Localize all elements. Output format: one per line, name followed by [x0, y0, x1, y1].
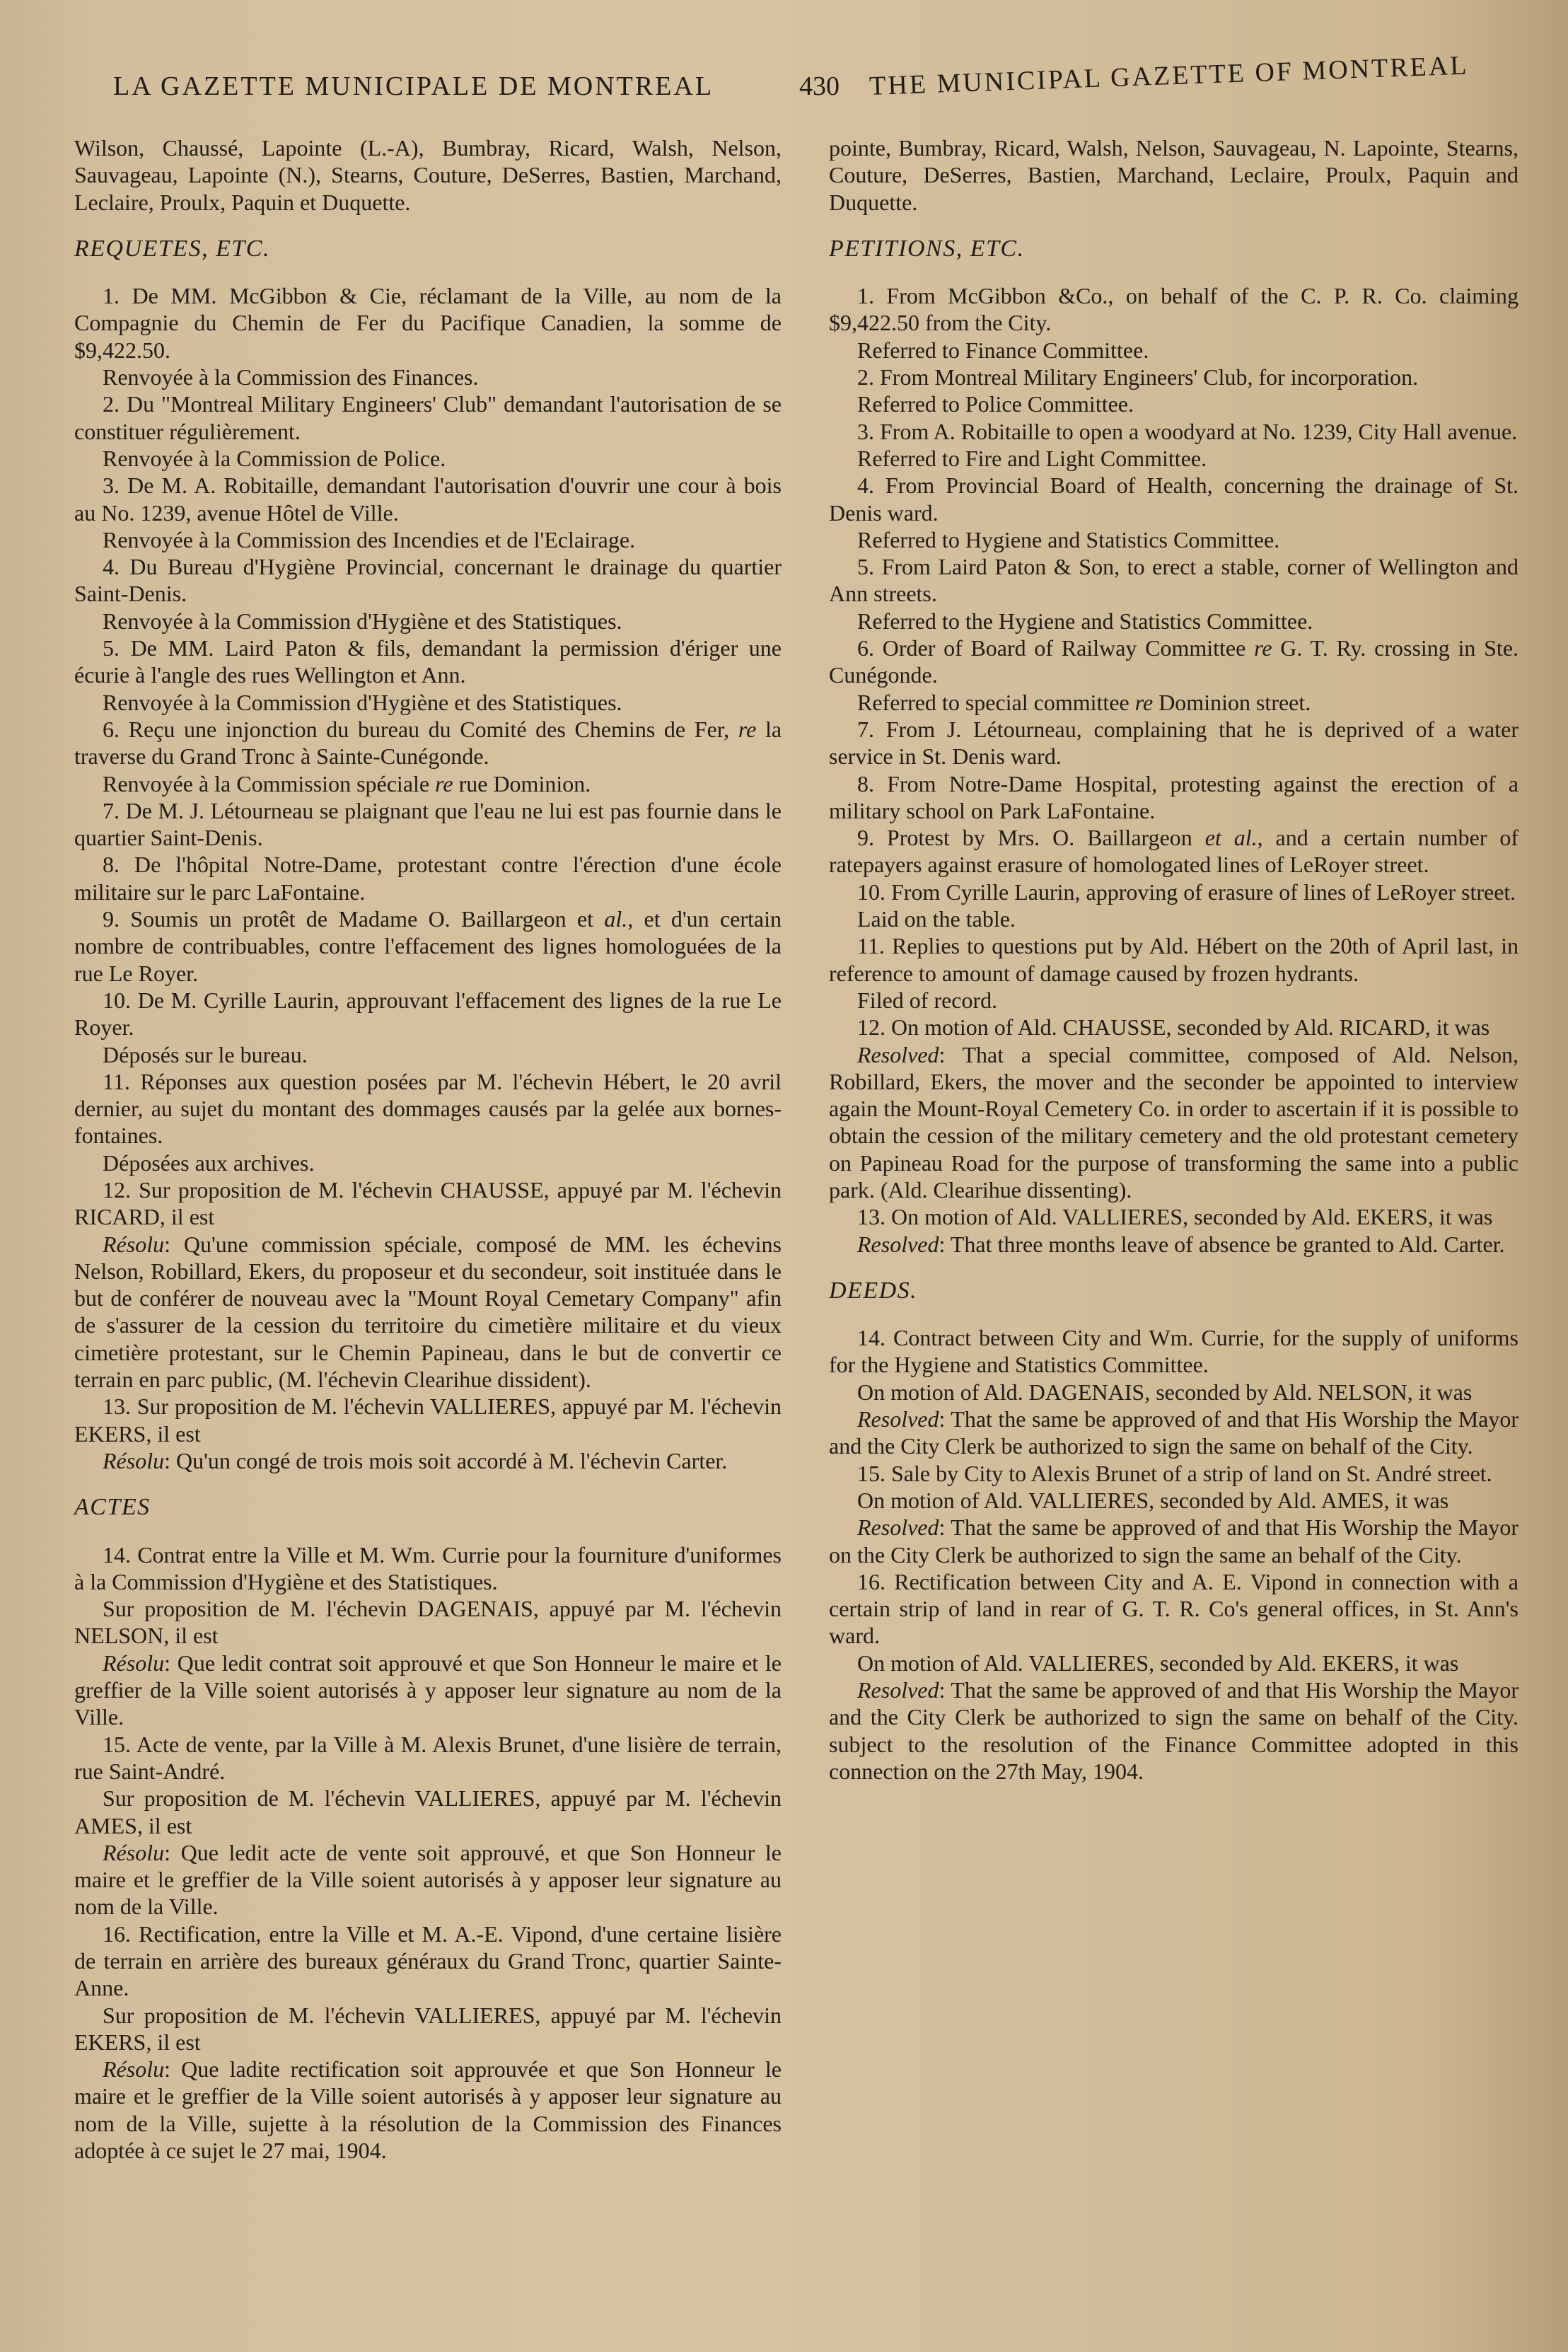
item-11-referral: Déposées aux archives. — [103, 1149, 315, 1176]
item-12: 12. Sur proposition de M. l'échevin CHAUSSE, appuyé par M. l'échevin RICARD, il est — [74, 1176, 782, 1230]
item-16-resolution: Résolu: Que ladite rectification soit approuvée et que Son Honneur le maire et le greffier de la Ville soient autorisés à y apposer leur signature au nom de la Ville, sujette à la résolution de la Commission des Finances adoptée à ce sujet le 27 mai, 1904. — [74, 2056, 782, 2164]
item-13-resolution: Résolu: Qu'un congé de trois mois soit accordé à M. l'échevin Carter. — [103, 1447, 728, 1473]
french-column — [74, 134, 782, 2164]
item-9: 9. Soumis un protêt de Madame O. Baillargeon et al., et d'un certain nombre de contribuables, contre l'effacement des lignes homologuées de la rue Le Royer. — [74, 906, 782, 986]
item-15-motion: Sur proposition de M. l'échevin VALLIERES, appuyé par M. l'échevin AMES, il est — [74, 1785, 782, 1838]
item-11: 11. Replies to questions put by Ald. Hébert on the 20th of April last, in reference to amount of damage caused by frozen hydrants. — [829, 933, 1518, 986]
item-5-referral: Renvoyée à la Commission d'Hygiène et des Statistiques. — [103, 689, 622, 715]
item-2: 2. From Montreal Military Engineers' Club, for incorporation. — [857, 364, 1419, 390]
item-6-referral: Renvoyée à la Commission spéciale re rue Dominion. — [103, 770, 591, 796]
item-5-referral: Referred to the Hygiene and Statistics Committee. — [857, 608, 1313, 634]
intro-paragraph: Wilson, Chaussé, Lapointe (L.-A), Bumbray, Ricard, Walsh, Nelson, Sauvageau, Lapointe (N.), Stearns, Couture, DeSerres, Bastien, Marchand, Leclaire, Proulx, Paquin et Duquette. — [74, 135, 782, 215]
item-12-resolution: Resolved: That a special committee, composed of Ald. Nelson, Robillard, Ekers, the mover and the seconder be appointed to interview again the Mount-Royal Cemetery Co. in order to ascertain if it is possible to obtain the cession of the military cemetery and the old protestant cemetery on Papineau Road for the purpose of transforming the same into a public park. (Ald. Clearihue dissenting). — [829, 1041, 1518, 1203]
item-4-referral: Renvoyée à la Commission d'Hygiène et des Statistiques. — [103, 608, 622, 634]
item-14-resolution: Résolu: Que ledit contrat soit approuvé et que Son Honneur le maire et le greffier de la Ville soient autorisés à y apposer leur signature au nom de la Ville. — [74, 1650, 782, 1730]
item-11: 11. Réponses aux question posées par M. l'échevin Hébert, le 20 avril dernier, au sujet du montant des dommages causés par la gelée aux bornes-fontaines. — [74, 1068, 782, 1149]
header-french-title: LA GAZETTE MUNICIPALE DE MONTREAL — [113, 71, 714, 101]
section-heading-actes: ACTES — [74, 1494, 151, 1521]
item-9: 9. Protest by Mrs. O. Baillargeon et al., and a certain number of ratepayers against erasure of homologated lines of LeRoyer street. — [829, 825, 1519, 878]
item-1-referral: Renvoyée à la Commission des Finances. — [103, 364, 479, 390]
section-heading-deeds: DEEDS. — [829, 1277, 918, 1304]
section-heading-requetes: REQUETES, ETC. — [74, 235, 270, 262]
item-2-referral: Referred to Police Committee. — [857, 391, 1134, 417]
item-3: 3. De M. A. Robitaille, demandant l'autorisation d'ouvrir une cour à bois au No. 1239, avenue Hôtel de Ville. — [74, 473, 782, 526]
item-3: 3. From A. Robitaille to open a woodyard at No. 1239, City Hall avenue. — [857, 418, 1518, 444]
item-3-referral: Renvoyée à la Commission des Incendies et de l'Eclairage. — [103, 526, 636, 552]
item-4: 4. Du Bureau d'Hygiène Provincial, concernant le drainage du quartier Saint-Denis. — [74, 554, 782, 607]
item-10-referral: Déposés sur le bureau. — [103, 1041, 308, 1067]
item-13: 13. On motion of Ald. VALLIERES, seconded by Ald. EKERS, it was — [857, 1204, 1493, 1230]
item-12-resolution: Résolu: Qu'une commission spéciale, composé de MM. les échevins Nelson, Robillard, Ekers, du proposeur et du secondeur, soit instituée dans le but de conférer de nouveau avec la "Mount Royal Cemetary Company" afin de s'assurer de la cession du territoire du cimetière militaire et du vieux cimetière protestant, sur le Chemin Papineau, dans le but de convertir ce terrain en parc public, (M. l'échevin Clearihue dissident). — [74, 1231, 782, 1393]
item-7: 7. From J. Létourneau, complaining that he is deprived of a water service in St. Denis ward. — [829, 716, 1518, 770]
item-8: 8. From Notre-Dame Hospital, protesting against the erection of a military school on Park LaFontaine. — [829, 770, 1518, 823]
page-number: 430 — [799, 71, 840, 101]
item-10-referral: Laid on the table. — [857, 906, 1016, 932]
item-5: 5. From Laird Paton & Son, to erect a stable, corner of Wellington and Ann streets. — [829, 554, 1518, 607]
item-6: 6. Order of Board of Railway Committee re G. T. Ry. crossing in Ste. Cunégonde. — [829, 635, 1519, 688]
item-15-motion: On motion of Ald. VALLIERES, seconded by Ald. AMES, it was — [857, 1487, 1449, 1513]
item-15: 15. Acte de vente, par la Ville à M. Alexis Brunet, d'une lisière de terrain, rue Saint-André. — [74, 1731, 782, 1784]
item-6: 6. Reçu une injonction du bureau du Comité des Chemins de Fer, re la traverse du Grand Tronc à Sainte-Cunégonde. — [74, 716, 782, 770]
english-column — [829, 134, 1518, 1785]
item-8: 8. De l'hôpital Notre-Dame, protestant contre l'érection d'une école militaire sur le parc LaFontaine. — [74, 852, 782, 905]
item-15: 15. Sale by City to Alexis Brunet of a strip of land on St. André street. — [857, 1460, 1492, 1486]
item-16: 16. Rectification between City and A. E. Vipond in connection with a certain strip of land in rear of G. T. R. Co's general offices, in St. Ann's ward. — [829, 1568, 1518, 1649]
item-14-motion: On motion of Ald. DAGENAIS, seconded by Ald. NELSON, it was — [857, 1379, 1473, 1405]
item-1-referral: Referred to Finance Committee. — [857, 337, 1149, 363]
item-14: 14. Contract between City and Wm. Currie, for the supply of uniforms for the Hygiene and Statistics Committee. — [829, 1325, 1518, 1378]
page-header — [71, 50, 1526, 113]
item-1: 1. De MM. McGibbon & Cie, réclamant de la Ville, au nom de la Compagnie du Chemin de Fer du Pacifique Canadien, la somme de $9,422.50. — [74, 283, 782, 363]
item-4-referral: Referred to Hygiene and Statistics Committee. — [857, 526, 1280, 552]
item-10: 10. From Cyrille Laurin, approving of erasure of lines of LeRoyer street. — [857, 879, 1516, 905]
item-13-resolution: Resolved: That three months leave of absence be granted to Ald. Carter. — [857, 1231, 1505, 1257]
item-12: 12. On motion of Ald. CHAUSSE, seconded by Ald. RICARD, it was — [857, 1014, 1490, 1041]
item-16: 16. Rectification, entre la Ville et M. A.-E. Vipond, d'une certaine lisière de terrain en arrière des bureaux généraux du Grand Tronc, quartier Sainte-Anne. — [74, 1921, 782, 2001]
item-13: 13. Sur proposition de M. l'échevin VALLIERES, appuyé par M. l'échevin EKERS, il est — [74, 1394, 782, 1447]
intro-paragraph: pointe, Bumbray, Ricard, Walsh, Nelson, Sauvageau, N. Lapointe, Stearns, Couture, DeSerres, Bastien, Marchand, Leclaire, Proulx, Paquin and Duquette. — [829, 135, 1518, 215]
item-6-referral: Referred to special committee re Dominion street. — [857, 689, 1311, 715]
item-16-motion: On motion of Ald. VALLIERES, seconded by Ald. EKERS, it was — [857, 1650, 1459, 1676]
header-english-title: THE MUNICIPAL GAZETTE OF MONTREAL — [869, 50, 1470, 102]
item-15-resolution: Resolved: That the same be approved of and that His Worship the Mayor on the City Clerk be authorized to sign the same an behalf of the City. — [829, 1514, 1518, 1568]
item-16-resolution: Resolved: That the same be approved of and that His Worship the Mayor and the City Clerk be authorized to sign the same on behalf of the City. subject to the resolution of the Finance Committee adopted in this connection on the 27th May, 1904. — [829, 1677, 1518, 1784]
item-14: 14. Contrat entre la Ville et M. Wm. Currie pour la fourniture d'uniformes à la Commission d'Hygiène et des Statistiques. — [74, 1541, 782, 1594]
item-11-referral: Filed of record. — [857, 987, 998, 1013]
item-14-motion: Sur proposition de M. l'échevin DAGENAIS, appuyé par M. l'échevin NELSON, il est — [74, 1596, 782, 1649]
item-2: 2. Du "Montreal Military Engineers' Club" demandant l'autorisation de se constituer régulièrement. — [74, 391, 782, 444]
item-3-referral: Referred to Fire and Light Committee. — [857, 445, 1207, 471]
item-14-resolution: Resolved: That the same be approved of and that His Worship the Mayor and the City Clerk be authorized to sign the same on behalf of the City. — [829, 1406, 1518, 1459]
item-2-referral: Renvoyée à la Commission de Police. — [103, 445, 446, 471]
section-heading-petitions: PETITIONS, ETC. — [829, 235, 1025, 262]
item-5: 5. De MM. Laird Paton & fils, demandant la permission d'ériger une écurie à l'angle des rues Wellington et Ann. — [74, 635, 782, 688]
item-16-motion: Sur proposition de M. l'échevin VALLIERES, appuyé par M. l'échevin EKERS, il est — [74, 2002, 782, 2055]
item-7: 7. De M. J. Létourneau se plaignant que l'eau ne lui est pas fournie dans le quartier Saint-Denis. — [74, 797, 782, 851]
item-15-resolution: Résolu: Que ledit acte de vente soit approuvé, et que Son Honneur le maire et le greffier de la Ville soient autorisés à y apposer leur signature au nom de la Ville. — [74, 1839, 782, 1920]
item-4: 4. From Provincial Board of Health, concerning the drainage of St. Denis ward. — [829, 473, 1518, 526]
item-10: 10. De M. Cyrille Laurin, approuvant l'effacement des lignes de la rue Le Royer. — [74, 987, 782, 1041]
item-1: 1. From McGibbon &Co., on behalf of the C. P. R. Co. claiming $9,422.50 from the City. — [829, 283, 1518, 336]
